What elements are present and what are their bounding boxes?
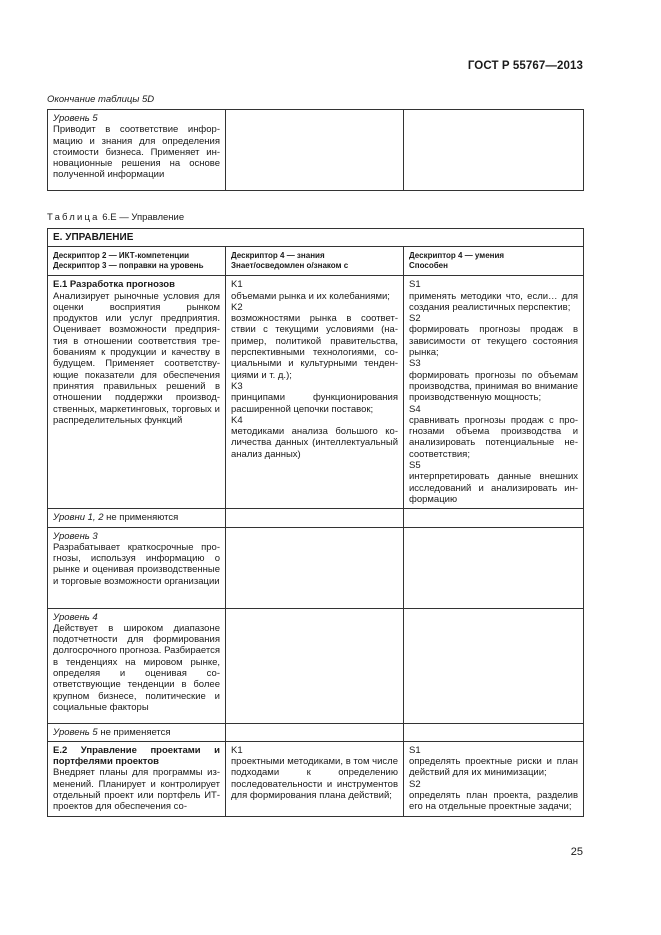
page-number: 25 bbox=[570, 846, 583, 858]
table-6e bbox=[47, 228, 584, 817]
knowledge-text: принципами функционирования расширенной цепочки поставок; bbox=[231, 392, 398, 415]
table-row bbox=[48, 608, 584, 723]
skill-text: определять план проекта, разделив его на отдельные проектные задачи; bbox=[409, 790, 579, 813]
header-col-2 bbox=[226, 247, 404, 276]
header-text: Знает/осведомлен о/знаком с bbox=[231, 261, 349, 271]
empty-cell bbox=[226, 723, 404, 741]
e1-title: Е.1 Разработка прогнозов bbox=[53, 279, 175, 291]
empty-cell bbox=[226, 509, 404, 527]
table-row bbox=[48, 276, 584, 509]
table-5d bbox=[47, 109, 584, 191]
levels-12-cell bbox=[48, 509, 226, 527]
header-text: Способен bbox=[409, 261, 448, 271]
knowledge-text: возможностями рынка в соответствии с текущими условиями (например, политикой правительства, перспективными технологиями, социальными и культурными тенденциями и т. д.); bbox=[231, 313, 398, 381]
section-title: Е. УПРАВЛЕНИЕ bbox=[48, 229, 584, 247]
knowledge-code: K1 bbox=[231, 279, 243, 291]
section-row bbox=[48, 229, 584, 247]
header-text: Дескриптор 2 — ИКТ-компетенции bbox=[53, 251, 190, 261]
caption-prefix: Таблица bbox=[47, 212, 100, 223]
empty-cell bbox=[226, 527, 404, 608]
skill-text: определять проектные риски и план действий для их минимизации; bbox=[409, 756, 579, 779]
knowledge-code: K1 bbox=[231, 744, 243, 756]
level3-cell bbox=[48, 527, 226, 608]
level-text: Действует в широком диапазоне подотчетности для формирования долгосрочного прогноза. Разбирается в тенденциях на мировом рынке, определяя и оценивая соответствующие тенденции в более крупном бизнесе, политические и социальные факторы bbox=[53, 622, 220, 713]
level-title: Уровень 5 bbox=[53, 113, 98, 124]
knowledge-text: методиками анализа большого количества данных (интеллектуальный анализ данных) bbox=[231, 426, 398, 460]
e2-text: Внедряет планы для программы изменений. Планирует и контролирует отдельный проект или портфель ИТ-проектов для обеспечения со- bbox=[53, 767, 220, 813]
header-row bbox=[48, 247, 584, 276]
skill-text: интерпретировать данные внешних исследований и анализировать информацию bbox=[409, 471, 579, 505]
header-text: Дескриптор 4 — знания bbox=[231, 251, 325, 261]
table-row bbox=[48, 723, 584, 741]
table-row bbox=[48, 110, 584, 191]
empty-cell bbox=[404, 608, 584, 723]
header-text: Дескриптор 4 — умения bbox=[409, 251, 505, 261]
empty-cell bbox=[226, 608, 404, 723]
knowledge-text: объемами рынка и их колебаниями; bbox=[231, 290, 390, 302]
table-5d-caption: Окончание таблицы 5D bbox=[47, 94, 155, 105]
knowledge-text: проектными методиками, в том числе подходами к определению последовательности и инструментов для формирования плана действий; bbox=[231, 756, 398, 802]
e1-description-cell bbox=[48, 276, 226, 509]
e2-skills-cell bbox=[404, 741, 584, 816]
empty-cell bbox=[404, 509, 584, 527]
skills-cell bbox=[404, 110, 584, 191]
knowledge-cell bbox=[226, 110, 404, 191]
level-title: Уровень 3 bbox=[53, 530, 98, 542]
level-text: Приводит в соответствие информацию и знания для определения стоимости бизнеса. Применяет инновационные решения на основе полученной информации bbox=[53, 124, 220, 181]
e1-knowledge-cell bbox=[226, 276, 404, 509]
skill-text: формировать прогнозы продаж в зависимости от текущего состояния рынка; bbox=[409, 324, 579, 359]
levels-label: Уровень 5 bbox=[53, 726, 98, 738]
skill-code: S2 bbox=[409, 778, 421, 790]
level5-cell bbox=[48, 723, 226, 741]
levels-note: не применяется bbox=[97, 726, 171, 738]
header-col-3 bbox=[404, 247, 584, 276]
levels-label: Уровни 1, 2 bbox=[53, 512, 104, 524]
header-col-1 bbox=[48, 247, 226, 276]
empty-cell bbox=[404, 527, 584, 608]
skill-text: формировать прогнозы по объемам производства, принимая во внимание производственную мощность; bbox=[409, 369, 579, 404]
skill-code: S5 bbox=[409, 460, 421, 472]
skill-code: S4 bbox=[409, 403, 421, 415]
empty-cell bbox=[404, 723, 584, 741]
e1-skills-cell bbox=[404, 276, 584, 509]
skill-text: применять методики что, если… для создания реалистичных перспектив; bbox=[409, 290, 579, 313]
e2-title: Е.2 Управление проектами и портфелями проектов bbox=[53, 744, 220, 768]
level-title: Уровень 4 bbox=[53, 611, 98, 623]
level-text: Разрабатывает краткосрочные прогнозы, используя информацию о рынке и оценивая производственные и торговые возможности организации bbox=[53, 541, 220, 587]
skill-text: сравнивать прогнозы продаж с прогнозами объема производства и анализировать потенциальные несоответствия; bbox=[409, 414, 579, 460]
skill-code: S2 bbox=[409, 313, 421, 325]
knowledge-code: K2 bbox=[231, 301, 243, 313]
table-6e-caption bbox=[47, 212, 184, 223]
caption-rest: 6.E — Управление bbox=[99, 212, 185, 223]
e2-knowledge-cell bbox=[226, 741, 404, 816]
table-row bbox=[48, 509, 584, 527]
knowledge-code: K4 bbox=[231, 414, 243, 426]
header-text: Дескриптор 3 — поправки на уровень bbox=[53, 261, 204, 271]
levels-note: не применяются bbox=[103, 512, 179, 524]
level4-cell bbox=[48, 608, 226, 723]
skill-code: S1 bbox=[409, 279, 421, 291]
knowledge-code: K3 bbox=[231, 380, 243, 392]
e1-text: Анализирует рыночные условия для оценки восприятия рынком продуктов или услуг предприятия. Оценивает возможности предприятия в отношении соответствия требованиям к продукции и качеству в будущем. Применяет соответствующие показатели для обеспечения принятия правильных решений в отношении поддержки производственных, маркетинговых, торговых и распределительных функций bbox=[53, 290, 220, 426]
table-row bbox=[48, 741, 584, 816]
document-code: ГОСТ Р 55767—2013 bbox=[467, 60, 583, 72]
skill-code: S1 bbox=[409, 744, 421, 756]
table-row bbox=[48, 527, 584, 608]
level5-cell bbox=[48, 110, 226, 191]
e2-description-cell bbox=[48, 741, 226, 816]
skill-code: S3 bbox=[409, 358, 421, 370]
